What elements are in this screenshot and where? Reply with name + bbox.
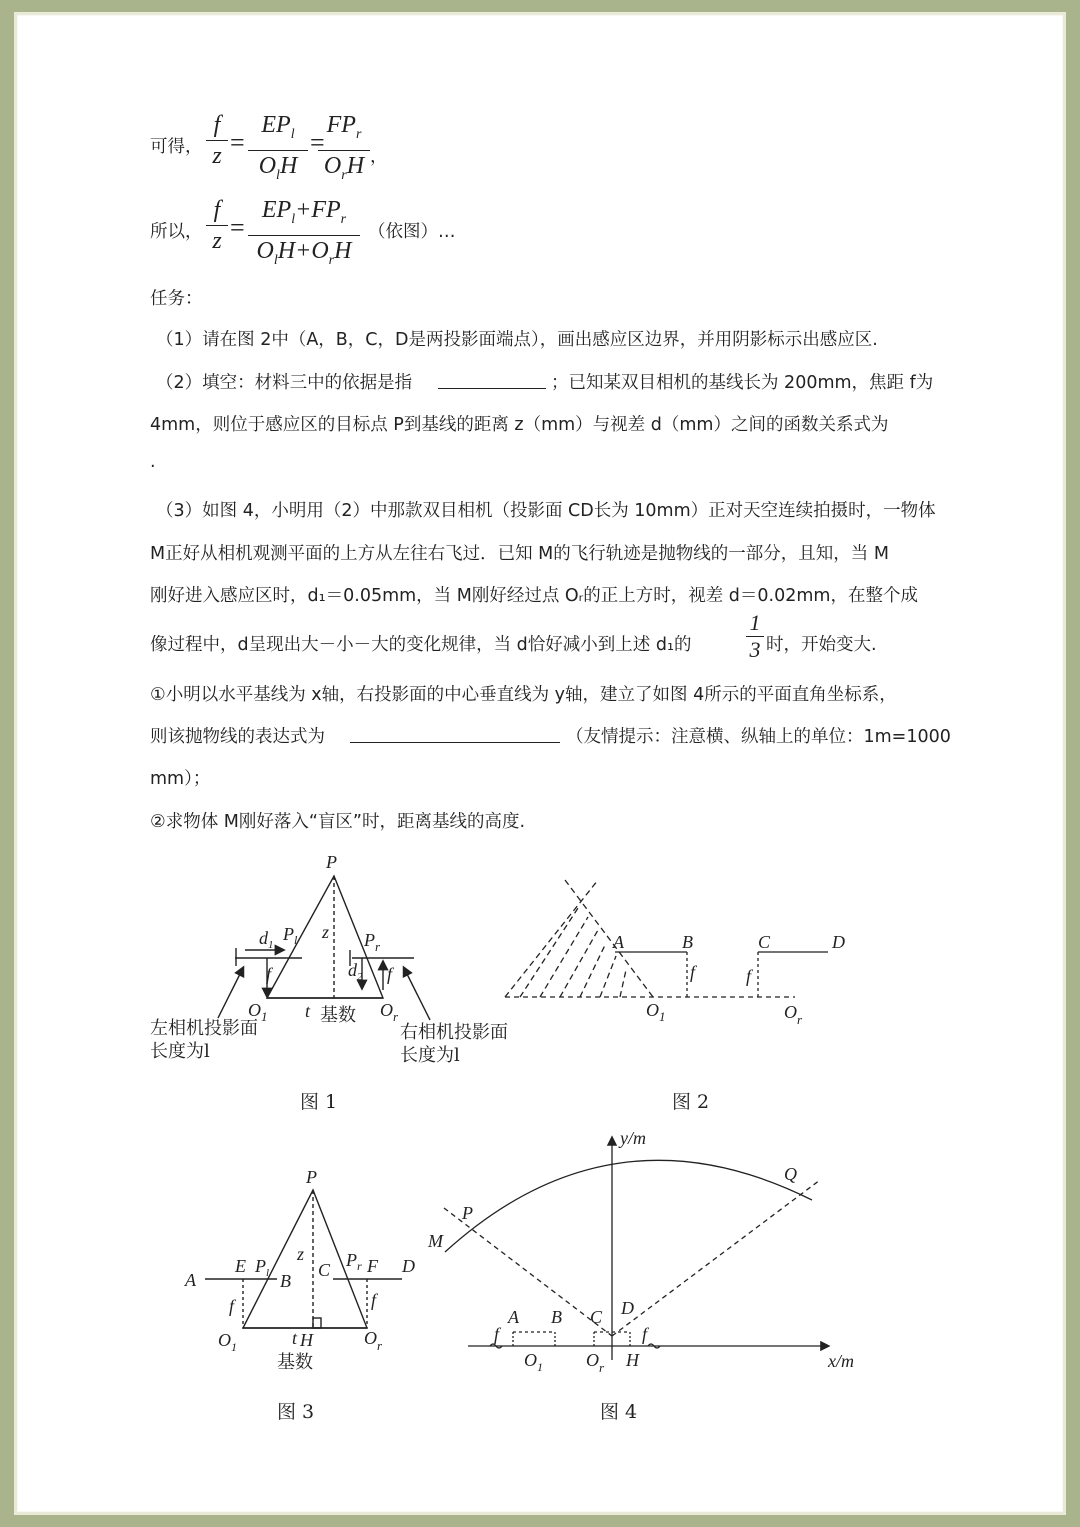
fig3-label-B: B	[280, 1271, 291, 1291]
task-q3-c: 刚好进入感应区时，d₁＝0.05mm，当 M刚好经过点 Oᵣ的正上方时，视差 d＝0.02mm，在整个成	[150, 586, 918, 606]
fig1-left-note-2: 长度为l	[150, 1041, 210, 1062]
intro-line2-prefix: 所以，	[150, 222, 203, 242]
task-q1: （1）请在图 2中（A，B，C，D是两投影面端点），画出感应区边界，并用阴影标示出感应区.	[156, 330, 878, 350]
fig1-label-Or: $O_r$	[380, 1000, 399, 1024]
fig1-label-baseline: 基数	[320, 1005, 356, 1026]
fig1-left-pointer	[218, 968, 243, 1018]
fig2-caption: 图 2	[672, 1091, 710, 1113]
task-q3-d1: 像过程中，d呈现出大－小－大的变化规律，当 d恰好减小到上述 d₁的	[150, 635, 692, 655]
fig1-right-pointer	[404, 968, 430, 1020]
fig3-right-angle	[313, 1318, 321, 1328]
fig1-label-P1: $P_l$	[283, 924, 298, 947]
fraction-f-over-z-2: $\frac{f}{z}$	[206, 195, 228, 256]
fig4-label-P: P	[462, 1203, 473, 1223]
fig1-label-d2: $d_2$	[348, 960, 363, 983]
fraction-f-over-z: $\frac{f}{z}$	[206, 110, 228, 171]
comma: ，	[370, 147, 388, 167]
task-q2-b: ；已知某双目相机的基线长为 200mm，焦距 f为	[551, 373, 934, 393]
fig4-label-f-left: f	[494, 1324, 500, 1344]
fig3-label-z: z	[297, 1244, 305, 1264]
fig1-label-P: P	[326, 852, 337, 872]
equals-sign: =	[230, 128, 245, 157]
task-q2-d: .	[150, 452, 156, 472]
fig3-label-A: A	[185, 1270, 196, 1290]
task-q3-1b: 则该抛物线的表达式为	[150, 727, 325, 747]
fig2-label-O1: $O_1$	[646, 1000, 666, 1024]
fig3-label-D: D	[402, 1256, 415, 1276]
fig1-label-z: z	[322, 922, 330, 942]
task-q3-d2: 时，开始变大.	[766, 635, 877, 655]
fraction-sum: $EP_l+FP_r$ $O_lH+O_rH$	[248, 195, 360, 276]
figure-2	[505, 880, 828, 997]
fig3-label-Pl: $P_l$	[255, 1256, 270, 1279]
fig4-label-M: M	[428, 1231, 443, 1251]
fig4-parabola	[445, 1160, 812, 1252]
equals-sign-3: =	[230, 213, 245, 242]
fig4-label-xaxis: x/m	[828, 1351, 854, 1371]
fig2-label-C: C	[758, 932, 771, 952]
fig1-right-note-1: 右相机投影面	[400, 1022, 508, 1043]
task-q3-1d: mm）；	[150, 769, 211, 789]
intro-line2-suffix: （依图）…	[368, 222, 456, 242]
fig3-label-f-right: f	[371, 1290, 377, 1310]
intro-line1-prefix: 可得，	[150, 137, 203, 157]
task-q3-b: M正好从相机观测平面的上方从左往右飞过．已知 M的飞行轨迹是抛物线的一部分，且知，当 M	[150, 544, 889, 564]
task-q3-a: （3）如图 4，小明用（2）中那款双目相机（投影面 CD长为 10mm）正对天空连续拍摄时，一物体	[156, 501, 936, 521]
fig3-labels	[184, 1167, 415, 1423]
fig1-label-d1: $d_1$	[259, 928, 274, 951]
fig1-label-O1: $O_1$	[248, 1000, 268, 1024]
fig2-label-A: A	[613, 932, 624, 952]
fig3-label-baseline: 基数	[277, 1352, 313, 1373]
fig4-label-C: C	[590, 1307, 603, 1327]
fig2-label-f-right: f	[746, 966, 752, 986]
fig1-caption: 图 1	[300, 1091, 338, 1113]
figure-1	[218, 876, 430, 1020]
fig1-label-t: t	[305, 1001, 311, 1021]
fig4-right-bound	[612, 1180, 820, 1336]
fig3-label-f-left: f	[229, 1296, 235, 1316]
task-q3-2: ②求物体 M刚好落入“盲区”时，距离基线的高度.	[150, 812, 526, 832]
fig4-labels	[427, 1128, 854, 1423]
fig4-label-D: D	[621, 1298, 634, 1318]
fig1-label-f-right: f	[387, 964, 393, 984]
fraction-fpr-over-orh: $FP_r$ $O_rH$	[318, 110, 370, 191]
fig4-label-Q: Q	[784, 1164, 797, 1184]
fig3-caption: 图 3	[277, 1401, 315, 1423]
fig2-label-Or: $O_r$	[784, 1002, 803, 1027]
fig3-label-H: H	[300, 1330, 313, 1350]
fig2-labels	[612, 932, 845, 1113]
fig3-label-t: t	[292, 1328, 298, 1348]
fig1-right-note-2: 长度为l	[400, 1045, 460, 1066]
fig4-label-H: H	[626, 1350, 639, 1370]
fig1-left-note-1: 左相机投影面	[150, 1018, 258, 1039]
fig4-label-O1: $O_1$	[524, 1350, 543, 1374]
fig3-label-Pr: $P_r$	[346, 1250, 362, 1273]
fig4-caption: 图 4	[600, 1401, 638, 1423]
task-q2-a: （2）填空：材料三中的依据是指	[156, 373, 413, 393]
fraction-epl-over-olh: $EP_l$ $O_lH$	[248, 110, 308, 191]
fraction-one-third: $\frac{1}{3}$	[746, 610, 764, 663]
fig4-label-B: B	[551, 1307, 562, 1327]
task-heading: 任务：	[150, 289, 203, 309]
fig1-label-f-left: f	[266, 964, 272, 984]
fig4-label-A: A	[508, 1307, 519, 1327]
equals-sign-2: =	[310, 128, 325, 157]
fig1-labels	[150, 852, 508, 1113]
fig4-left-bound	[444, 1208, 612, 1336]
fig3-label-O1: $O_1$	[218, 1330, 237, 1354]
fig3-label-C: C	[318, 1260, 331, 1280]
fig3-label-F: F	[367, 1256, 378, 1276]
task-q3-1a: ①小明以水平基线为 x轴，右投影面的中心垂直线为 y轴，建立了如图 4所示的平面直角坐标系，	[150, 685, 897, 705]
fig2-label-f-left: f	[690, 962, 696, 982]
fig2-label-B: B	[682, 932, 693, 952]
fig3-label-E: E	[235, 1256, 246, 1276]
fig2-bound-left	[505, 880, 598, 997]
fig4-label-Or: $O_r$	[586, 1350, 605, 1375]
fig2-hatch	[520, 905, 626, 997]
fig2-bound-right	[565, 880, 653, 997]
fig4-label-f-right: f	[642, 1324, 648, 1344]
fig3-label-Or: $O_r$	[364, 1328, 383, 1353]
fig2-label-D: D	[832, 932, 845, 952]
figure-4	[444, 1138, 828, 1360]
fig3-label-P: P	[306, 1167, 317, 1187]
task-q2-c: 4mm，则位于感应区的目标点 P到基线的距离 z（mm）与视差 d（mm）之间的函数关系式为	[150, 415, 889, 435]
task-q3-1c: （友情提示：注意横、纵轴上的单位：1m=1000	[566, 727, 951, 747]
fig1-label-Pr: $P_r$	[364, 930, 381, 954]
fig4-label-yaxis: y/m	[620, 1128, 646, 1148]
